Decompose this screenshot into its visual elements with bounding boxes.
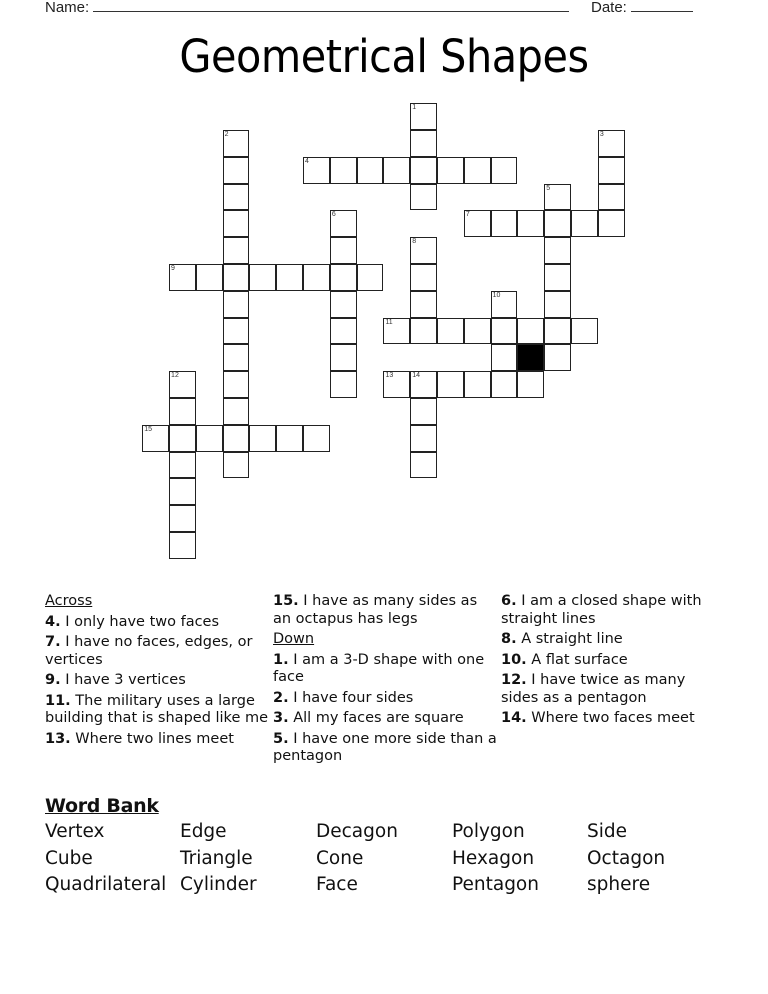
clue-text: A straight line bbox=[516, 631, 623, 647]
clue-text: I am a 3-D shape with one face bbox=[273, 651, 485, 685]
crossword-cell[interactable] bbox=[517, 318, 544, 345]
crossword-cell[interactable] bbox=[410, 371, 437, 398]
clue-number: 12. bbox=[501, 672, 527, 688]
crossword-cell[interactable] bbox=[464, 157, 491, 184]
crossword-cell[interactable] bbox=[223, 210, 250, 237]
clue-number: 2. bbox=[273, 689, 289, 706]
crossword-cell[interactable] bbox=[330, 157, 357, 184]
crossword-cell[interactable] bbox=[598, 210, 625, 237]
clue-number: 11 bbox=[385, 318, 393, 326]
word-bank-item: Face bbox=[316, 874, 358, 895]
word-bank-item: Cone bbox=[316, 847, 364, 869]
clue-number: 11. bbox=[45, 692, 71, 709]
clue-across-7 bbox=[45, 634, 270, 669]
word-bank-title: Word Bank bbox=[45, 795, 159, 817]
clue-number: 4 bbox=[305, 157, 309, 165]
across-heading: Across bbox=[45, 593, 93, 609]
crossword-cell[interactable] bbox=[169, 478, 196, 505]
word-bank-item: Decagon bbox=[316, 821, 398, 842]
clue-text: I am a closed shape with straight lines bbox=[501, 593, 702, 627]
word-bank-item: Polygon bbox=[452, 821, 525, 842]
crossword-cell[interactable] bbox=[223, 398, 250, 425]
crossword-cell[interactable] bbox=[491, 210, 518, 237]
crossword-cell[interactable] bbox=[223, 344, 250, 371]
word-bank-item: Cube bbox=[45, 847, 93, 869]
clue-number: 15. bbox=[273, 593, 299, 609]
crossword-cell[interactable] bbox=[544, 210, 571, 237]
clue-number: 13. bbox=[45, 730, 71, 747]
crossword-cell[interactable] bbox=[517, 210, 544, 237]
crossword-cell[interactable] bbox=[544, 318, 571, 345]
clue-across-11 bbox=[45, 693, 270, 728]
crossword-cell[interactable] bbox=[357, 264, 384, 291]
clue-text: I have as many sides as an octapus has legs bbox=[273, 593, 478, 627]
clue-down-10 bbox=[501, 652, 726, 670]
page-title: Geometrical Shapes bbox=[179, 30, 589, 83]
crossword-cell[interactable] bbox=[223, 157, 250, 184]
crossword-cell[interactable] bbox=[437, 371, 464, 398]
word-bank-item: Triangle bbox=[180, 847, 253, 869]
crossword-cell[interactable] bbox=[276, 264, 303, 291]
crossword-cell[interactable] bbox=[169, 398, 196, 425]
clue-number: 7 bbox=[465, 211, 470, 219]
word-bank-item: Cylinder bbox=[180, 874, 257, 895]
clue-text: I only have two faces bbox=[60, 613, 220, 630]
crossword-cell[interactable] bbox=[544, 291, 571, 318]
clue-text: I have one more side than a pentagon bbox=[273, 730, 497, 764]
crossword-cell[interactable] bbox=[169, 532, 196, 559]
clue-across-15 bbox=[273, 593, 498, 628]
crossword-cell[interactable] bbox=[169, 371, 196, 398]
clue-text: Where two faces meet bbox=[526, 710, 695, 726]
crossword-cell[interactable] bbox=[437, 318, 464, 345]
clue-text: I have 3 vertices bbox=[60, 672, 186, 688]
clue-number: 5 bbox=[546, 184, 551, 192]
crossword-cell[interactable] bbox=[357, 157, 384, 184]
crossword-cell[interactable] bbox=[571, 210, 598, 237]
clue-down-6 bbox=[501, 593, 726, 628]
crossword-cell[interactable] bbox=[410, 130, 437, 157]
clue-number: 5. bbox=[273, 730, 289, 747]
clue-number: 14 bbox=[412, 372, 421, 380]
crossword-cell[interactable] bbox=[410, 103, 437, 130]
crossword-cell[interactable] bbox=[491, 371, 518, 398]
clue-number: 4. bbox=[45, 613, 61, 630]
crossword-cell[interactable] bbox=[223, 318, 250, 345]
crossword-cell[interactable] bbox=[276, 425, 303, 452]
crossword-cell[interactable] bbox=[491, 344, 518, 371]
word-bank-item: Hexagon bbox=[452, 847, 535, 869]
clue-number: 9 bbox=[171, 265, 175, 273]
crossword-cell[interactable] bbox=[330, 371, 357, 398]
clue-number: 10. bbox=[501, 651, 527, 668]
clue-text: I have four sides bbox=[288, 689, 414, 706]
crossword-cell[interactable] bbox=[330, 210, 357, 237]
crossword-cell[interactable] bbox=[223, 237, 250, 264]
crossword-cell[interactable] bbox=[544, 184, 571, 211]
crossword-cell[interactable] bbox=[142, 425, 169, 452]
crossword-cell[interactable] bbox=[410, 318, 437, 345]
clues-column-1 bbox=[45, 593, 270, 751]
crossword-cell[interactable] bbox=[598, 130, 625, 157]
crossword-cell[interactable] bbox=[464, 210, 491, 237]
crossword-cell[interactable] bbox=[169, 425, 196, 452]
crossword-cell[interactable] bbox=[249, 425, 276, 452]
clue-down-3 bbox=[273, 710, 498, 728]
clue-text: All my faces are square bbox=[288, 710, 464, 726]
crossword-cell[interactable] bbox=[410, 264, 437, 291]
crossword-cell[interactable] bbox=[169, 505, 196, 532]
clue-number: 3. bbox=[273, 710, 289, 726]
crossword-cell[interactable] bbox=[544, 344, 571, 371]
crossword-cell[interactable] bbox=[410, 184, 437, 211]
clue-number: 8. bbox=[501, 631, 517, 647]
word-bank-item: Vertex bbox=[45, 821, 105, 842]
down-heading: Down bbox=[273, 631, 315, 647]
crossword-cell[interactable] bbox=[383, 157, 410, 184]
clue-text: The military uses a large building that is shaped like me bbox=[45, 692, 269, 726]
clue-text: A flat surface bbox=[526, 651, 628, 668]
clue-down-12 bbox=[501, 672, 726, 707]
clues-column-2 bbox=[273, 593, 498, 769]
crossword-cell[interactable] bbox=[544, 264, 571, 291]
word-bank-item: Edge bbox=[180, 821, 227, 842]
crossword-cell[interactable] bbox=[410, 291, 437, 318]
crossword-cell[interactable] bbox=[383, 318, 410, 345]
clue-down-5 bbox=[273, 731, 498, 766]
crossword-cell[interactable] bbox=[223, 184, 250, 211]
crossword-cell[interactable] bbox=[223, 452, 250, 479]
word-bank-item: Quadrilateral bbox=[45, 874, 167, 895]
crossword-cell[interactable] bbox=[330, 237, 357, 264]
clue-number: 8 bbox=[412, 238, 417, 246]
clue-number: 6. bbox=[501, 593, 517, 609]
clue-number: 14. bbox=[501, 710, 527, 726]
crossword-cell[interactable] bbox=[330, 318, 357, 345]
crossword-cell[interactable] bbox=[491, 157, 518, 184]
clue-down-8 bbox=[501, 631, 726, 649]
crossword-cell[interactable] bbox=[491, 291, 518, 318]
crossword-cell[interactable] bbox=[169, 264, 196, 291]
clue-number: 1 bbox=[412, 104, 417, 112]
crossword-cell[interactable] bbox=[410, 398, 437, 425]
crossword-cell[interactable] bbox=[598, 184, 625, 211]
clue-down-2 bbox=[273, 690, 498, 708]
clue-number: 6 bbox=[331, 211, 336, 219]
clue-number: 3 bbox=[599, 131, 604, 139]
crossword-cell[interactable] bbox=[464, 371, 491, 398]
clue-number: 9. bbox=[45, 672, 61, 688]
black-cell bbox=[517, 344, 544, 371]
word-bank-item: Pentagon bbox=[452, 874, 539, 895]
crossword-cell[interactable] bbox=[223, 425, 250, 452]
clue-number: 2 bbox=[224, 131, 229, 139]
clue-down-1 bbox=[273, 652, 498, 687]
clue-number: 12 bbox=[171, 372, 179, 380]
crossword-cell[interactable] bbox=[491, 318, 518, 345]
crossword-cell[interactable] bbox=[598, 157, 625, 184]
crossword-cell[interactable] bbox=[303, 264, 330, 291]
crossword-cell[interactable] bbox=[517, 371, 544, 398]
crossword-cell[interactable] bbox=[303, 157, 330, 184]
crossword-cell[interactable] bbox=[544, 237, 571, 264]
crossword-cell[interactable] bbox=[303, 425, 330, 452]
crossword-cell[interactable] bbox=[330, 264, 357, 291]
clue-number: 10 bbox=[492, 291, 501, 299]
clue-down-14 bbox=[501, 710, 726, 728]
crossword-cell[interactable] bbox=[410, 425, 437, 452]
crossword-cell[interactable] bbox=[464, 318, 491, 345]
crossword-cell[interactable] bbox=[169, 452, 196, 479]
crossword-cell[interactable] bbox=[330, 291, 357, 318]
clue-text: I have no faces, edges, or vertices bbox=[45, 634, 253, 668]
crossword-cell[interactable] bbox=[196, 264, 223, 291]
crossword-cell[interactable] bbox=[223, 371, 250, 398]
crossword-cell[interactable] bbox=[383, 371, 410, 398]
word-bank-list bbox=[45, 821, 735, 897]
word-bank-item: Side bbox=[587, 821, 628, 842]
date-label: Date: bbox=[591, 0, 627, 16]
crossword-cell[interactable] bbox=[223, 291, 250, 318]
crossword-cell[interactable] bbox=[249, 264, 276, 291]
crossword-cell[interactable] bbox=[410, 157, 437, 184]
crossword-cell[interactable] bbox=[437, 157, 464, 184]
crossword-cell[interactable] bbox=[571, 318, 598, 345]
crossword-cell[interactable] bbox=[196, 425, 223, 452]
clue-text: I have twice as many sides as a pentagon bbox=[501, 672, 686, 706]
clue-number: 7. bbox=[45, 634, 61, 650]
crossword-cell[interactable] bbox=[330, 344, 357, 371]
word-bank-item: Octagon bbox=[587, 847, 666, 869]
clue-across-9 bbox=[45, 672, 270, 690]
crossword-cell[interactable] bbox=[410, 237, 437, 264]
clue-across-13 bbox=[45, 731, 270, 749]
crossword-cell[interactable] bbox=[410, 452, 437, 479]
word-bank-item: sphere bbox=[587, 874, 651, 895]
clue-text: Where two lines meet bbox=[70, 730, 234, 747]
crossword-cell[interactable] bbox=[223, 264, 250, 291]
clues-column-3 bbox=[501, 593, 726, 731]
word-bank bbox=[45, 795, 735, 897]
clue-number: 15 bbox=[144, 425, 153, 433]
crossword-cell[interactable] bbox=[223, 130, 250, 157]
clue-across-4 bbox=[45, 614, 270, 632]
name-label: Name: bbox=[45, 0, 90, 16]
clue-number: 1. bbox=[273, 651, 289, 668]
clue-number: 13 bbox=[385, 372, 394, 380]
